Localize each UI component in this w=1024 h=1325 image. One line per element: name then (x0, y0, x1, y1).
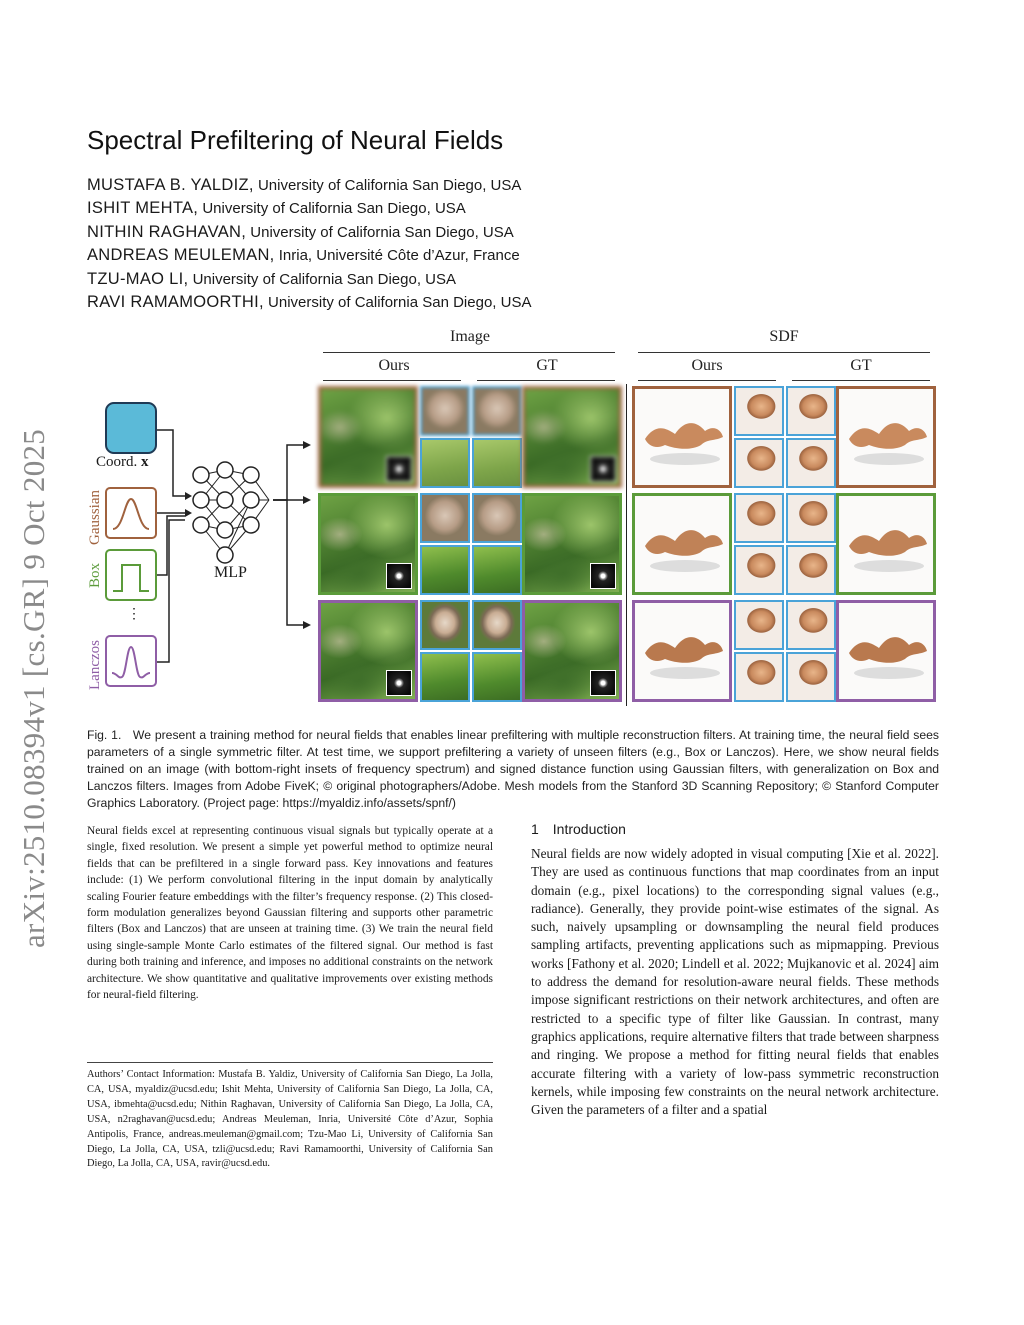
image-gt-box (522, 493, 622, 595)
author-name: MUSTAFA B. YALDIZ, (87, 176, 254, 194)
zoom-grass-ours-lanczos (420, 652, 470, 702)
sdf-zoom-gt-gaussian-b (786, 438, 836, 488)
coord-text: Coord. (96, 454, 138, 470)
author-name: ANDREAS MEULEMAN, (87, 246, 275, 265)
zoom-grass-ours-box (420, 545, 470, 595)
filter-label-box: Box (87, 562, 103, 588)
author-contact-footnote: Authors’ Contact Information: Mustafa B. Yaldiz, University of California San Diego, La Jolla, CA, USA, myaldiz@ucsd.edu; Ishit Mehta, University of California San Diego, La Jolla, CA, USA, ibmehta@ucsd.edu; Nithin Raghavan, University of California San Diego, La Jolla, CA, USA, n2raghavan@ucsd.edu; Andreas Meuleman, Inria, Université Côte d’Azur, Sophia Antipolis, France, andreas.meuleman@gmail.com; Tzu-Mao Li, University of California San Diego, La Jolla, CA, USA, tzli@ucsd.edu; Ravi Ramamoorthi, University of California San Diego, La Jolla, CA, USA, ravir@ucsd.edu. (87, 1069, 493, 1170)
author-line (87, 197, 531, 220)
author-name: RAVI RAMAMOORTHI, (87, 293, 264, 312)
filter-ellipsis: ⋮ (127, 607, 141, 622)
section-number: 1 (531, 821, 539, 837)
frequency-inset (590, 456, 616, 482)
author-affiliation: University of California San Diego, USA (192, 270, 457, 288)
zoom-face-ours-gaussian (420, 386, 470, 436)
sdf-ours-gaussian (632, 386, 732, 488)
figure-caption (87, 727, 939, 812)
filter-label-gaussian: Gaussian (87, 490, 103, 545)
author-list (87, 174, 531, 314)
sdf-zoom-ours-lanczos-a (734, 600, 784, 650)
lanczos-curve-icon (107, 637, 155, 685)
dragon-render (635, 496, 729, 592)
col-rule (323, 380, 461, 381)
dragon-render (839, 603, 933, 699)
author-affiliation: University of California San Diego, USA (268, 294, 532, 312)
footnote-rule (87, 1062, 493, 1063)
image-ours-gaussian (318, 386, 418, 488)
caption-label: Fig. 1. (87, 728, 122, 742)
dragon-render (839, 389, 933, 485)
sdf-zoom-gt-gaussian-a (786, 386, 836, 436)
author-affiliation: University of California San Diego, USA (202, 200, 466, 218)
zoom-grass-ours-gaussian (420, 438, 470, 488)
zoom-face-gt-lanczos (472, 600, 522, 650)
mlp-label: MLP (214, 564, 247, 581)
group-rule (323, 352, 615, 353)
box-filter-box (105, 549, 157, 601)
col-header-gt: GT (536, 357, 558, 374)
figure-divider (626, 384, 627, 706)
author-name: ISHIT MEHTA, (87, 199, 199, 218)
sdf-zoom-ours-box-b (734, 545, 784, 595)
frequency-inset (386, 670, 412, 696)
col-header-gt: GT (850, 357, 872, 374)
filter-label-lanczos: Lanczos (87, 640, 103, 690)
frequency-inset (590, 563, 616, 589)
group-header-image: Image (450, 328, 490, 345)
caption-text: We present a training method for neural fields that enables linear prefiltering with multiple reconstruction filters. At training time, the neural field sees parameters of a single symmetric filter. At test time, we support prefiltering a variety of unseen filters (e.g., Box or Lanczos). Here, we show neural fields trained on an image (with bottom-right insets of frequency spectrum) and signed distance function using Gaussian filters, with generalization on Box and Lanczos filters. Images from Adobe FiveK; © original photographers/Adobe. Mesh models from the Stanford 3D Scanning Repository; © Stanford Computer Graphics Laboratory. (Project page: https://myaldiz.info/assets/spnf/) (87, 728, 939, 810)
author-affiliation: Inria, Université Côte d’Azur, France (278, 247, 520, 265)
author-line (87, 291, 531, 314)
image-ours-box (318, 493, 418, 595)
arxiv-side-stamp: arXiv:2510.08394v1 [cs.GR] 9 Oct 2025 (16, 428, 51, 948)
author-line (87, 268, 531, 291)
frequency-inset (386, 563, 412, 589)
author-affiliation: University of California San Diego, USA (257, 177, 522, 194)
author-line (87, 221, 531, 244)
author-name: TZU-MAO LI, (87, 269, 189, 288)
zoom-face-ours-box (420, 493, 470, 543)
box-curve-icon (107, 551, 155, 599)
sdf-zoom-ours-lanczos-b (734, 652, 784, 702)
col-header-ours: Ours (378, 357, 410, 374)
section-heading (531, 821, 626, 837)
gaussian-filter-box (105, 487, 157, 539)
zoom-grass-gt-lanczos (472, 652, 522, 702)
sdf-zoom-gt-box-a (786, 493, 836, 543)
coord-input-box (105, 402, 157, 454)
dragon-render (839, 496, 933, 592)
group-header-sdf: SDF (769, 328, 799, 345)
col-rule (638, 380, 776, 381)
coord-label (96, 454, 149, 471)
sdf-zoom-gt-lanczos-b (786, 652, 836, 702)
zoom-face-ours-lanczos (420, 600, 470, 650)
gaussian-curve-icon (107, 489, 155, 537)
sdf-zoom-gt-box-b (786, 545, 836, 595)
dragon-render (635, 389, 729, 485)
zoom-grass-gt-box (472, 545, 522, 595)
image-gt-lanczos (522, 600, 622, 702)
sdf-gt-lanczos (836, 600, 936, 702)
image-gt-gaussian (522, 386, 622, 488)
introduction-text: Neural fields are now widely adopted in visual computing [Xie et al. 2022]. They are used as continuous functions that map coordinates from an input domain (e.g., pixel locations) to the corresponding signal values (e.g., radiance). Generally, they provide point-wise estimates of the signal. As such, naively upsampling or downsampling the neural field produces sampling artifacts, preventing applications such as mipmapping. Previous works [Fathony et al. 2020; Lindell et al. 2022; Mujkanovic et al. 2024] aim to address the demand for resolution-aware neural fields. These methods impose significant restrictions on their network architectures, and often are restricted to a specific type of filter like Gaussian. In contrast, many graphics applications, require alternative filters that trade between sharpness and ringing. We propose a method for fitting neural fields that enables accurate filtering with a variety of low-pass symmetric reconstruction kernels, while imposing few constraints on the neural network architecture. Given the parameters of a filter and a spatial (531, 846, 939, 1118)
paper-title: Spectral Prefiltering of Neural Fields (87, 125, 504, 155)
sdf-ours-lanczos (632, 600, 732, 702)
group-rule (638, 352, 930, 353)
frequency-inset (386, 456, 412, 482)
zoom-grass-gt-gaussian (472, 438, 522, 488)
author-line (87, 174, 531, 197)
section-title: Introduction (552, 821, 626, 837)
zoom-face-gt-gaussian (472, 386, 522, 436)
col-rule (792, 380, 930, 381)
sdf-zoom-ours-box-a (734, 493, 784, 543)
abstract: Neural fields excel at representing continuous visual signals but typically operate at a single, fixed resolution. We present a simple yet powerful method to optimize neural fields that can be prefiltered in a single forward pass. Key innovations and features include: (1) We perform convolutional filtering in the input domain by analytically scaling Fourier feature embeddings with the filter’s frequency response. (2) This closed-form modulation generalizes beyond Gaussian filtering and supports other parametric filters (Box and Lanczos) that are unseen at training time. (3) We train the neural field using single-sample Monte Carlo estimates of the filtered signal. Our method is fast during both training and inference, and imposes no additional constraints on the network architecture. We show quantitative and qualitative improvements over existing methods for neural-field filtering. (87, 825, 493, 1002)
sdf-gt-box (836, 493, 936, 595)
image-ours-lanczos (318, 600, 418, 702)
lanczos-filter-box (105, 635, 157, 687)
sdf-zoom-ours-gaussian-a (734, 386, 784, 436)
author-name: NITHIN RAGHAVAN, (87, 222, 247, 241)
sdf-zoom-ours-gaussian-b (734, 438, 784, 488)
col-header-ours: Ours (691, 357, 723, 374)
zoom-face-gt-box (472, 493, 522, 543)
dragon-render (635, 603, 729, 699)
author-affiliation: University of California San Diego, USA (250, 223, 514, 241)
frequency-inset (590, 670, 616, 696)
mlp-diagram (155, 400, 320, 700)
sdf-zoom-gt-lanczos-a (786, 600, 836, 650)
sdf-ours-box (632, 493, 732, 595)
coord-variable: x (141, 454, 149, 470)
sdf-gt-gaussian (836, 386, 936, 488)
author-line (87, 244, 531, 267)
col-rule (477, 380, 615, 381)
